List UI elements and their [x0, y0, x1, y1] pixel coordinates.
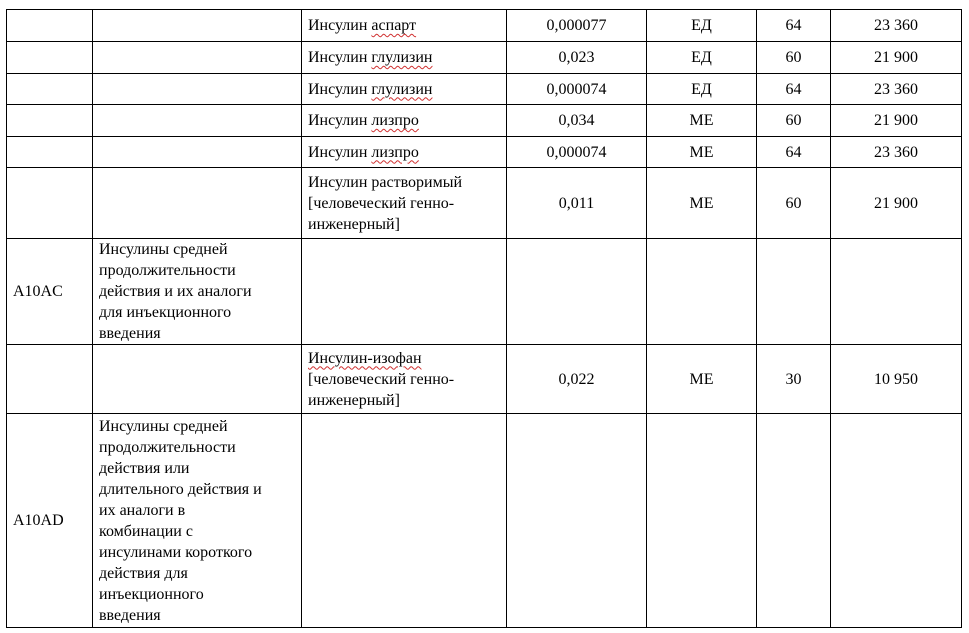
drug-name-spellcheck-word: глулизин: [371, 49, 433, 66]
group-name-line: продолжительности: [99, 438, 236, 456]
drug-name-spellcheck-word: лизпро: [371, 143, 419, 161]
group-name-line: длительного действия и: [99, 480, 262, 498]
drug-name-line: инженерный]: [308, 391, 400, 409]
group-name-line: инъекционного: [99, 585, 204, 603]
quantity-cell: 21 900: [831, 42, 962, 74]
drug-name-cell: [302, 10, 507, 42]
drug-name-cell: [302, 168, 507, 239]
drug-name-cell: [302, 137, 507, 168]
group-name-line: действия и их аналоги: [99, 283, 252, 300]
quantity-cell: 21 900: [831, 105, 962, 137]
days-cell: 64: [757, 137, 831, 168]
group-cell: [93, 239, 302, 345]
group-cell: [93, 10, 302, 42]
unit-cell: ЕД: [647, 74, 757, 105]
atc-code-cell: A10AC: [7, 239, 93, 345]
drug-name-prefix: Инсулин: [308, 80, 372, 98]
drug-name-line: Инсулин-изофан: [308, 349, 422, 367]
group-cell: [93, 42, 302, 74]
dose-cell: 0,023: [507, 42, 647, 74]
group-name-line: действия для: [99, 564, 188, 582]
group-name-line: Инсулины средней: [99, 417, 228, 435]
table-row: [7, 137, 962, 168]
drug-name-cell: [302, 345, 507, 414]
group-cell: [93, 414, 302, 628]
atc-code-cell: A10AD: [7, 414, 93, 628]
atc-code-cell: [7, 168, 93, 239]
quantity-cell: 23 360: [831, 74, 962, 105]
table-row: [7, 105, 962, 137]
quantity-cell: 23 360: [831, 10, 962, 42]
dose-cell: 0,034: [507, 105, 647, 137]
table-row: [7, 42, 962, 74]
unit-cell: [647, 239, 757, 345]
atc-code-cell: [7, 10, 93, 42]
unit-cell: МЕ: [647, 168, 757, 239]
atc-code-cell: [7, 42, 93, 74]
dose-cell: 0,022: [507, 345, 647, 414]
drug-name-spellcheck-word: аспарт: [371, 17, 417, 34]
unit-cell: [647, 414, 757, 628]
drug-name-prefix: Инсулин: [308, 112, 372, 129]
group-cell: [93, 137, 302, 168]
group-cell: [93, 105, 302, 137]
drug-name-prefix: Инсулин: [308, 143, 372, 161]
drug-name-spellcheck-word: лизпро: [371, 112, 419, 129]
group-name-line: их аналоги в: [99, 501, 186, 519]
dose-cell: 0,011: [507, 168, 647, 239]
atc-code-cell: [7, 137, 93, 168]
drug-name-line: инженерный]: [308, 215, 400, 233]
group-name-line: введения: [99, 325, 161, 342]
table-row: [7, 239, 962, 345]
atc-code-cell: [7, 345, 93, 414]
group-name-line: действия или: [99, 459, 190, 477]
atc-code-cell: [7, 105, 93, 137]
table-row: [7, 10, 962, 42]
drug-name-line: [человеческий генно-: [308, 194, 455, 212]
unit-cell: МЕ: [647, 345, 757, 414]
unit-cell: МЕ: [647, 137, 757, 168]
drug-name-line: [человеческий генно-: [308, 370, 455, 388]
table-row: [7, 168, 962, 239]
group-name-line: Инсулины средней: [99, 241, 228, 258]
group-name-line: для инъекционного: [99, 304, 232, 321]
group-cell: [93, 168, 302, 239]
drug-name-line: Инсулин растворимый: [308, 173, 463, 191]
drug-name-cell: [302, 74, 507, 105]
days-cell: 60: [757, 105, 831, 137]
group-cell: [93, 74, 302, 105]
days-cell: 60: [757, 168, 831, 239]
drug-name-prefix: Инсулин: [308, 17, 372, 34]
days-cell: 30: [757, 345, 831, 414]
dose-cell: 0,000074: [507, 74, 647, 105]
quantity-cell: [831, 414, 962, 628]
group-name-line: продолжительности: [99, 262, 236, 279]
drug-name-cell: [302, 42, 507, 74]
group-cell: [93, 345, 302, 414]
quantity-cell: 21 900: [831, 168, 962, 239]
drug-table-body: [7, 10, 962, 628]
dose-cell: 0,000077: [507, 10, 647, 42]
group-name-line: введения: [99, 606, 161, 624]
days-cell: 64: [757, 10, 831, 42]
atc-code-cell: [7, 74, 93, 105]
drug-table: [6, 9, 962, 628]
group-name-line: комбинации с: [99, 522, 193, 540]
table-row: [7, 74, 962, 105]
quantity-cell: 23 360: [831, 137, 962, 168]
dose-cell: [507, 414, 647, 628]
days-cell: 60: [757, 42, 831, 74]
table-row: [7, 414, 962, 628]
drug-name-cell: [302, 239, 507, 345]
drug-name-prefix: Инсулин: [308, 49, 372, 66]
drug-name-spellcheck-word: глулизин: [371, 80, 433, 98]
drug-name-cell: [302, 414, 507, 628]
quantity-cell: 10 950: [831, 345, 962, 414]
quantity-cell: [831, 239, 962, 345]
unit-cell: МЕ: [647, 105, 757, 137]
drug-name-cell: [302, 105, 507, 137]
dose-cell: 0,000074: [507, 137, 647, 168]
dose-cell: [507, 239, 647, 345]
group-name-line: инсулинами короткого: [99, 543, 253, 561]
days-cell: 64: [757, 74, 831, 105]
days-cell: [757, 414, 831, 628]
unit-cell: ЕД: [647, 10, 757, 42]
unit-cell: ЕД: [647, 42, 757, 74]
table-row: [7, 345, 962, 414]
days-cell: [757, 239, 831, 345]
